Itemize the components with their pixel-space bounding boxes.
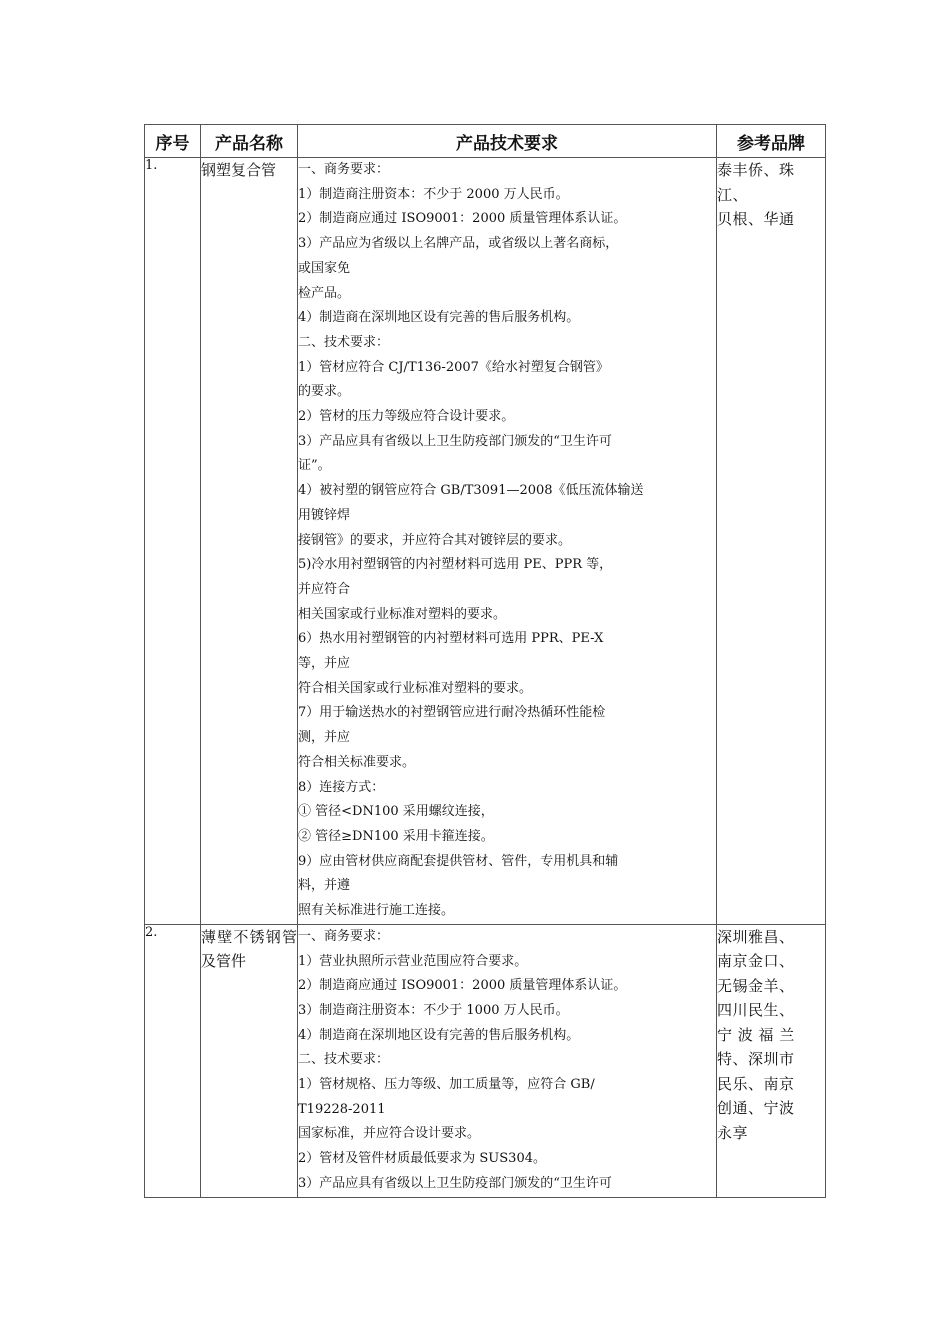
requirement-line: 1）管材规格、压力等级、加工质量等，应符合 GB/ bbox=[298, 1077, 595, 1093]
requirement-line: 3）产品应具有省级以上卫生防疫部门颁发的“卫生许可 bbox=[298, 1175, 612, 1191]
requirement-line: 3）产品应具有省级以上卫生防疫部门颁发的“卫生许可 bbox=[298, 433, 612, 449]
requirement-line: 检产品。 bbox=[298, 285, 351, 301]
brand-line: 无锡金羊、 bbox=[717, 976, 795, 995]
header-reference-brand: 参考品牌 bbox=[717, 125, 826, 158]
requirement-line: 1）营业执照所示营业范围应符合要求。 bbox=[298, 953, 528, 969]
requirement-line: 3）制造商注册资本：不少于 1000 万人民币。 bbox=[298, 1002, 569, 1018]
requirement-line: 7）用于输送热水的衬塑钢管应进行耐冷热循环性能检 bbox=[298, 705, 606, 721]
row-number: 1. bbox=[145, 158, 201, 925]
requirement-line: 相关国家或行业标准对塑料的要求。 bbox=[298, 606, 507, 622]
requirement-line: 一、商务要求： bbox=[298, 162, 390, 177]
requirement-line: 用镀锌焊 bbox=[298, 507, 351, 523]
requirement-line: 等，并应 bbox=[298, 656, 351, 672]
requirement-line: 2）管材及管件材质最低要求为 SUS304。 bbox=[298, 1151, 546, 1167]
requirements-cell bbox=[298, 158, 717, 925]
requirement-line: 8）连接方式： bbox=[298, 779, 385, 795]
requirement-line: 2）管材的压力等级应符合设计要求。 bbox=[298, 409, 515, 425]
brand-line: 四川民生、 bbox=[717, 1001, 795, 1020]
requirement-line: 6）热水用衬塑钢管的内衬塑材料可选用 PPR、PE-X bbox=[298, 631, 604, 647]
requirement-line: 4）制造商在深圳地区设有完善的售后服务机构。 bbox=[298, 1027, 580, 1043]
requirement-line: 1）管材应符合 CJ/T136-2007《给水衬塑复合钢管》 bbox=[298, 359, 609, 375]
requirement-line: 国家标准，并应符合设计要求。 bbox=[298, 1126, 481, 1142]
requirement-line: ② 管径≥DN100 采用卡箍连接。 bbox=[298, 828, 494, 844]
requirement-line: 照有关标准进行施工连接。 bbox=[298, 903, 455, 919]
requirement-line: 并应符合 bbox=[298, 581, 351, 597]
product-spec-table bbox=[144, 124, 826, 1198]
brand-line: 江、 bbox=[717, 185, 749, 204]
requirement-line: 符合相关标准要求。 bbox=[298, 754, 416, 770]
requirement-line: 二、技术要求： bbox=[298, 334, 390, 350]
requirement-line: T19228-2011 bbox=[298, 1101, 386, 1117]
requirement-line: ① 管径<DN100 采用螺纹连接， bbox=[298, 804, 494, 820]
header-index: 序号 bbox=[145, 125, 201, 158]
brands-cell bbox=[717, 158, 826, 925]
brand-line: 贝根、华通 bbox=[717, 210, 795, 228]
requirement-line: 或国家免 bbox=[298, 260, 351, 276]
requirement-line: 一、商务要求： bbox=[298, 928, 390, 944]
brand-line: 特、深圳市 bbox=[717, 1050, 795, 1069]
header-product-name: 产品名称 bbox=[201, 125, 298, 158]
requirement-line: 4）被衬塑的钢管应符合 GB/T3091—2008《低压流体输送 bbox=[298, 483, 644, 499]
product-name: 钢塑复合管 bbox=[201, 158, 298, 925]
requirement-line: 的要求。 bbox=[298, 384, 351, 400]
table-row bbox=[145, 924, 826, 1197]
brand-line: 泰丰侨、珠 bbox=[717, 161, 795, 179]
requirement-line: 料，并遵 bbox=[298, 878, 351, 894]
brand-line: 宁 波 福 兰 bbox=[717, 1025, 795, 1044]
requirement-line: 2）制造商应通过 ISO9001：2000 质量管理体系认证。 bbox=[298, 978, 627, 994]
requirements-cell bbox=[298, 924, 717, 1197]
brand-line: 深圳雅昌、 bbox=[717, 927, 795, 946]
brand-line: 南京金口、 bbox=[717, 952, 795, 971]
requirement-line: 4）制造商在深圳地区设有完善的售后服务机构。 bbox=[298, 310, 580, 326]
table-row bbox=[145, 158, 826, 925]
requirement-line: 3）产品应为省级以上名牌产品，或省级以上著名商标， bbox=[298, 236, 619, 252]
requirement-line: 5)冷水用衬塑钢管的内衬塑材料可选用 PE、PPR 等， bbox=[298, 557, 613, 573]
header-row bbox=[145, 125, 826, 158]
requirement-line: 9）应由管材供应商配套提供管材、管件，专用机具和辅 bbox=[298, 853, 619, 869]
requirement-line: 符合相关国家或行业标准对塑料的要求。 bbox=[298, 680, 533, 696]
brand-line: 创通、宁波 bbox=[717, 1099, 795, 1118]
requirement-line: 二、技术要求： bbox=[298, 1052, 390, 1068]
brand-line: 永享 bbox=[717, 1123, 749, 1142]
requirement-line: 证”。 bbox=[298, 458, 331, 474]
brand-line: 民乐、南京 bbox=[717, 1074, 795, 1093]
requirement-line: 接钢管》的要求，并应符合其对镀锌层的要求。 bbox=[298, 532, 572, 548]
header-tech-requirements: 产品技术要求 bbox=[298, 125, 717, 158]
requirement-line: 2）制造商应通过 ISO9001：2000 质量管理体系认证。 bbox=[298, 211, 627, 227]
product-name: 薄壁不锈钢管及管件 bbox=[201, 924, 298, 1197]
requirement-line: 1）制造商注册资本：不少于 2000 万人民币。 bbox=[298, 186, 569, 202]
row-number: 2. bbox=[145, 924, 201, 1197]
requirement-line: 测，并应 bbox=[298, 730, 351, 746]
brands-cell bbox=[717, 924, 826, 1197]
